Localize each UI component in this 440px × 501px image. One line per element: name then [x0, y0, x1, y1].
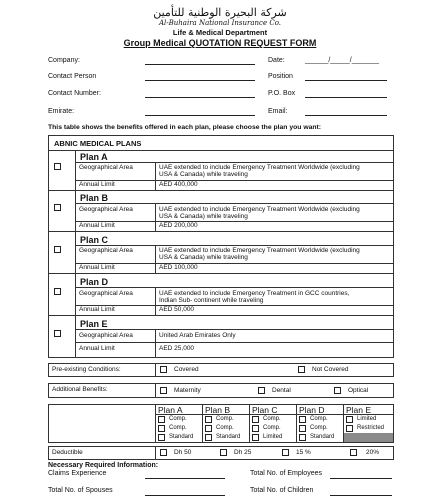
limit-label: Annual Limit: [79, 264, 115, 271]
plan-b-comp-label: Comp.: [216, 416, 234, 422]
divider: [155, 329, 156, 358]
plan-c-comp2-checkbox[interactable]: [252, 425, 259, 432]
plan-d-standard-checkbox[interactable]: [299, 434, 306, 441]
divider: [75, 150, 76, 190]
divider: [155, 404, 156, 443]
not-covered-label: Not Covered: [312, 366, 349, 373]
plan-c-comp2-label: Comp.: [263, 425, 281, 431]
plan-e-restricted-checkbox[interactable]: [346, 425, 353, 432]
emirate-label: Emirate:: [48, 108, 75, 115]
company-field[interactable]: [145, 64, 255, 65]
divider: [48, 190, 394, 191]
plan-d-standard-label: Standard: [310, 434, 335, 440]
optical-label: Optical: [348, 387, 369, 394]
divider: [75, 263, 394, 264]
plan-b-title: Plan B: [80, 193, 109, 203]
plan-b-comp2-label: Comp.: [216, 425, 234, 431]
covered-checkbox[interactable]: [160, 366, 167, 373]
divider: [155, 363, 156, 377]
15-percent-checkbox[interactable]: [282, 449, 289, 456]
plan-d-geo-cont: Indian Sub- continent while traveling: [159, 297, 264, 304]
plan-d-comp-checkbox[interactable]: [299, 416, 306, 423]
plan-d-title: Plan D: [80, 277, 109, 287]
not-covered-checkbox[interactable]: [298, 366, 305, 373]
contact-person-field[interactable]: [145, 80, 255, 81]
po-box-field[interactable]: [305, 97, 387, 98]
company-logo-english: Al-Buhaira National Insurance Co.: [158, 19, 282, 27]
plan-c-title: Plan C: [80, 235, 109, 245]
claims-field[interactable]: [145, 478, 225, 479]
plan-e-restricted-label: Restricted: [357, 425, 385, 431]
plan-e-limited-label: Limited: [357, 416, 377, 422]
divider: [75, 273, 76, 315]
geo-label: Geographical Area: [79, 332, 133, 339]
additional-benefits-label: Additional Benefits:: [52, 386, 108, 393]
form-title: Group Medical QUOTATION REQUEST FORM: [123, 38, 317, 48]
plan-a-title: Plan A: [80, 152, 108, 162]
divider: [75, 190, 76, 231]
preexisting-label: Pre-existing Conditions:: [52, 366, 121, 373]
covered-label: Covered: [174, 366, 199, 373]
plan-c-checkbox[interactable]: [54, 246, 61, 253]
spouses-label: Total No. of Spouses: [48, 487, 113, 494]
divider: [155, 287, 156, 315]
dh50-label: Dh 50: [174, 449, 192, 456]
spouses-field[interactable]: [145, 495, 225, 496]
divider: [155, 203, 156, 231]
plan-e-limited-checkbox[interactable]: [346, 416, 353, 423]
plan-a-comp2-checkbox[interactable]: [158, 425, 165, 432]
divider: [155, 446, 156, 460]
geo-label: Geographical Area: [79, 164, 133, 171]
dental-label: Dental: [272, 387, 291, 394]
dh25-label: Dh 25: [234, 449, 252, 456]
plan-d-checkbox[interactable]: [54, 288, 61, 295]
plan-d-limit: AED 50,000: [159, 306, 195, 313]
emirate-field[interactable]: [145, 115, 255, 116]
plan-b-comp2-checkbox[interactable]: [205, 425, 212, 432]
contact-number-field[interactable]: [145, 97, 255, 98]
plan-e-limit: AED 25,000: [159, 345, 195, 352]
plan-d-comp2-checkbox[interactable]: [299, 425, 306, 432]
plan-a-limit: AED 400,000: [159, 181, 198, 188]
geo-label: Geographical Area: [79, 206, 133, 213]
date-field[interactable]: ______/_____/_______: [305, 57, 379, 64]
divider: [75, 221, 394, 222]
divider: [75, 180, 394, 181]
plan-b-checkbox[interactable]: [54, 204, 61, 211]
plan-b-geo: UAE extended to include Emergency Treatment Worldwide (excluding: [159, 206, 360, 213]
divider: [75, 315, 76, 358]
divider: [202, 404, 203, 443]
plan-c-comp-label: Comp.: [263, 416, 281, 422]
maternity-label: Maternity: [174, 387, 201, 394]
divider: [249, 404, 250, 443]
employees-label: Total No. of Employees: [250, 470, 322, 477]
divider: [75, 231, 76, 273]
dh25-checkbox[interactable]: [220, 449, 227, 456]
plan-c-limited-label: Limited: [263, 434, 283, 440]
divider: [48, 150, 394, 151]
plan-a-comp-checkbox[interactable]: [158, 416, 165, 423]
geo-label: Geographical Area: [79, 247, 133, 254]
plan-a-comp2-label: Comp.: [169, 425, 187, 431]
plan-a-geo: UAE extended to include Emergency Treatment Worldwide (excluding: [159, 164, 360, 171]
divider: [75, 203, 394, 204]
15-percent-label: 15 %: [296, 449, 311, 456]
20-percent-label: 20%: [366, 449, 380, 456]
dh50-checkbox[interactable]: [160, 449, 167, 456]
plan-c-limited-checkbox[interactable]: [252, 434, 259, 441]
divider: [75, 287, 394, 288]
geo-label: Geographical Area: [79, 290, 133, 297]
disabled-cell: [344, 433, 393, 442]
plan-a-comp-label: Comp.: [169, 416, 187, 422]
optical-checkbox[interactable]: [334, 387, 341, 394]
plan-a-geo-cont: USA & Canada) while traveling: [159, 171, 248, 178]
grid-plan-d: Plan D: [299, 405, 325, 415]
divider: [155, 383, 156, 398]
maternity-checkbox[interactable]: [160, 387, 167, 394]
plan-c-limit: AED 100,000: [159, 264, 198, 271]
grid-plan-a: Plan A: [158, 405, 183, 415]
plan-e-checkbox[interactable]: [54, 330, 61, 337]
divider: [75, 305, 394, 306]
date-label: Date:: [268, 57, 285, 64]
plan-a-standard-checkbox[interactable]: [158, 434, 165, 441]
deductible-label: Deductible: [52, 449, 83, 456]
limit-label: Annual Limit: [79, 181, 115, 188]
divider: [75, 329, 394, 330]
limit-label: Annual Limit: [79, 306, 115, 313]
grid-plan-b: Plan B: [205, 405, 231, 415]
plan-e-title: Plan E: [80, 319, 108, 329]
divider: [155, 162, 156, 190]
divider: [75, 162, 394, 163]
plan-b-standard-label: Standard: [216, 434, 241, 440]
children-field[interactable]: [330, 495, 392, 496]
limit-label: Annual Limit: [79, 345, 115, 352]
plan-d-comp2-label: Comp.: [310, 425, 328, 431]
divider: [48, 273, 394, 274]
company-logo-arabic: شركة البحيرة الوطنية للتأمين: [153, 6, 287, 19]
divider: [75, 245, 394, 246]
po-box-label: P.O. Box: [268, 90, 296, 97]
plan-d-geo: UAE extended to include Emergency Treatment in GCC countries,: [159, 290, 350, 297]
contact-number-label: Contact Number:: [48, 90, 101, 97]
divider: [155, 245, 156, 273]
grid-plan-c: Plan C: [252, 405, 278, 415]
plan-e-geo: United Arab Emirates Only: [159, 332, 236, 339]
required-info-title: Necessary Required Information:: [48, 462, 159, 469]
position-field[interactable]: [305, 80, 387, 81]
plan-b-limit: AED 200,000: [159, 222, 198, 229]
company-label: Company:: [48, 57, 80, 64]
divider: [48, 315, 394, 316]
email-field[interactable]: [305, 115, 387, 116]
plan-b-comp-checkbox[interactable]: [205, 416, 212, 423]
divider: [48, 231, 394, 232]
claims-label: Claims Experience: [48, 470, 107, 477]
plan-c-geo: UAE extended to include Emergency Treatment Worldwide (excluding: [159, 247, 360, 254]
limit-label: Annual Limit: [79, 222, 115, 229]
plan-c-geo-cont: USA & Canada) while traveling: [159, 254, 248, 261]
dental-checkbox[interactable]: [258, 387, 265, 394]
section-title: ABNIC MEDICAL PLANS: [54, 139, 142, 148]
employees-field[interactable]: [330, 478, 392, 479]
plan-a-standard-label: Standard: [169, 434, 194, 440]
plan-a-checkbox[interactable]: [54, 163, 61, 170]
plan-c-comp-checkbox[interactable]: [252, 416, 259, 423]
department-title: Life & Medical Department: [172, 28, 268, 37]
children-label: Total No. of Children: [250, 487, 314, 494]
divider: [75, 342, 394, 343]
20-percent-checkbox[interactable]: [350, 449, 357, 456]
plan-b-standard-checkbox[interactable]: [205, 434, 212, 441]
intro-text: This table shows the benefits offered in each plan, please choose the plan you want:: [48, 124, 322, 131]
divider: [296, 404, 297, 443]
position-label: Position: [268, 73, 293, 80]
plan-d-comp-label: Comp.: [310, 416, 328, 422]
grid-plan-e: Plan E: [346, 405, 372, 415]
plan-b-geo-cont: USA & Canada) while traveling: [159, 213, 248, 220]
contact-person-label: Contact Person: [48, 73, 97, 80]
email-label: Email:: [268, 108, 288, 115]
